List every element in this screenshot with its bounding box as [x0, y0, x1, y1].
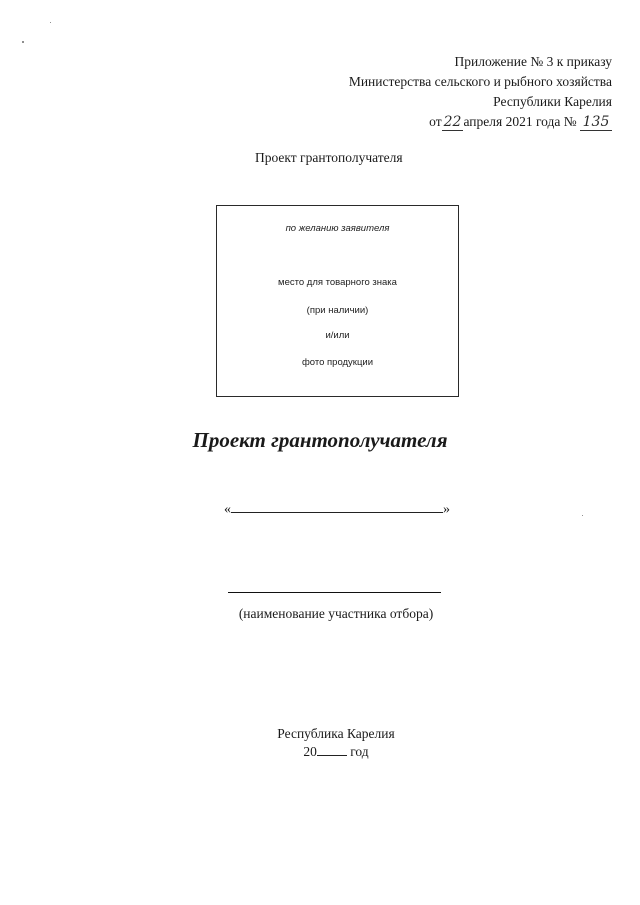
scan-speck [50, 22, 51, 23]
applicant-request-note: по желанию заявителя [285, 223, 390, 234]
handwritten-order-number: 135 [580, 115, 612, 131]
participant-name-rule [228, 592, 441, 593]
order-reference-header [349, 52, 612, 132]
footer-region: Республика Карелия [277, 726, 395, 741]
grantee-project-subtitle: Проект грантополучателя [255, 150, 403, 165]
project-name-blank [231, 500, 443, 513]
footer-block [0, 725, 640, 761]
project-name-field [224, 500, 450, 518]
close-quote: » [443, 502, 450, 517]
year-suffix: год [350, 744, 369, 759]
footer-year-line [0, 743, 640, 761]
scan-speck [582, 515, 583, 516]
handwritten-day: 22 [443, 114, 462, 130]
product-photo-label: фото продукции [301, 357, 374, 368]
main-title: Проект грантополучателя [192, 428, 448, 452]
and-or-label: и/или [325, 330, 350, 341]
order-date-line [349, 112, 612, 132]
if-available-label: (при наличии) [306, 305, 369, 316]
appendix-line: Приложение № 3 к приказу [454, 54, 612, 69]
year-blank [317, 744, 347, 756]
year-prefix: 20 [303, 744, 317, 759]
republic-line: Республики Карелия [493, 94, 612, 109]
order-date-text: апреля 2021 года № [463, 114, 577, 129]
participant-name-caption: (наименование участника отбора) [238, 606, 434, 621]
scan-speck [22, 41, 24, 43]
order-prefix: от [429, 114, 442, 129]
ministry-line: Министерства сельского и рыбного хозяйства [348, 74, 612, 89]
open-quote: « [224, 502, 231, 517]
trademark-photo-placeholder [216, 205, 459, 397]
trademark-place-label: место для товарного знака [278, 277, 397, 288]
